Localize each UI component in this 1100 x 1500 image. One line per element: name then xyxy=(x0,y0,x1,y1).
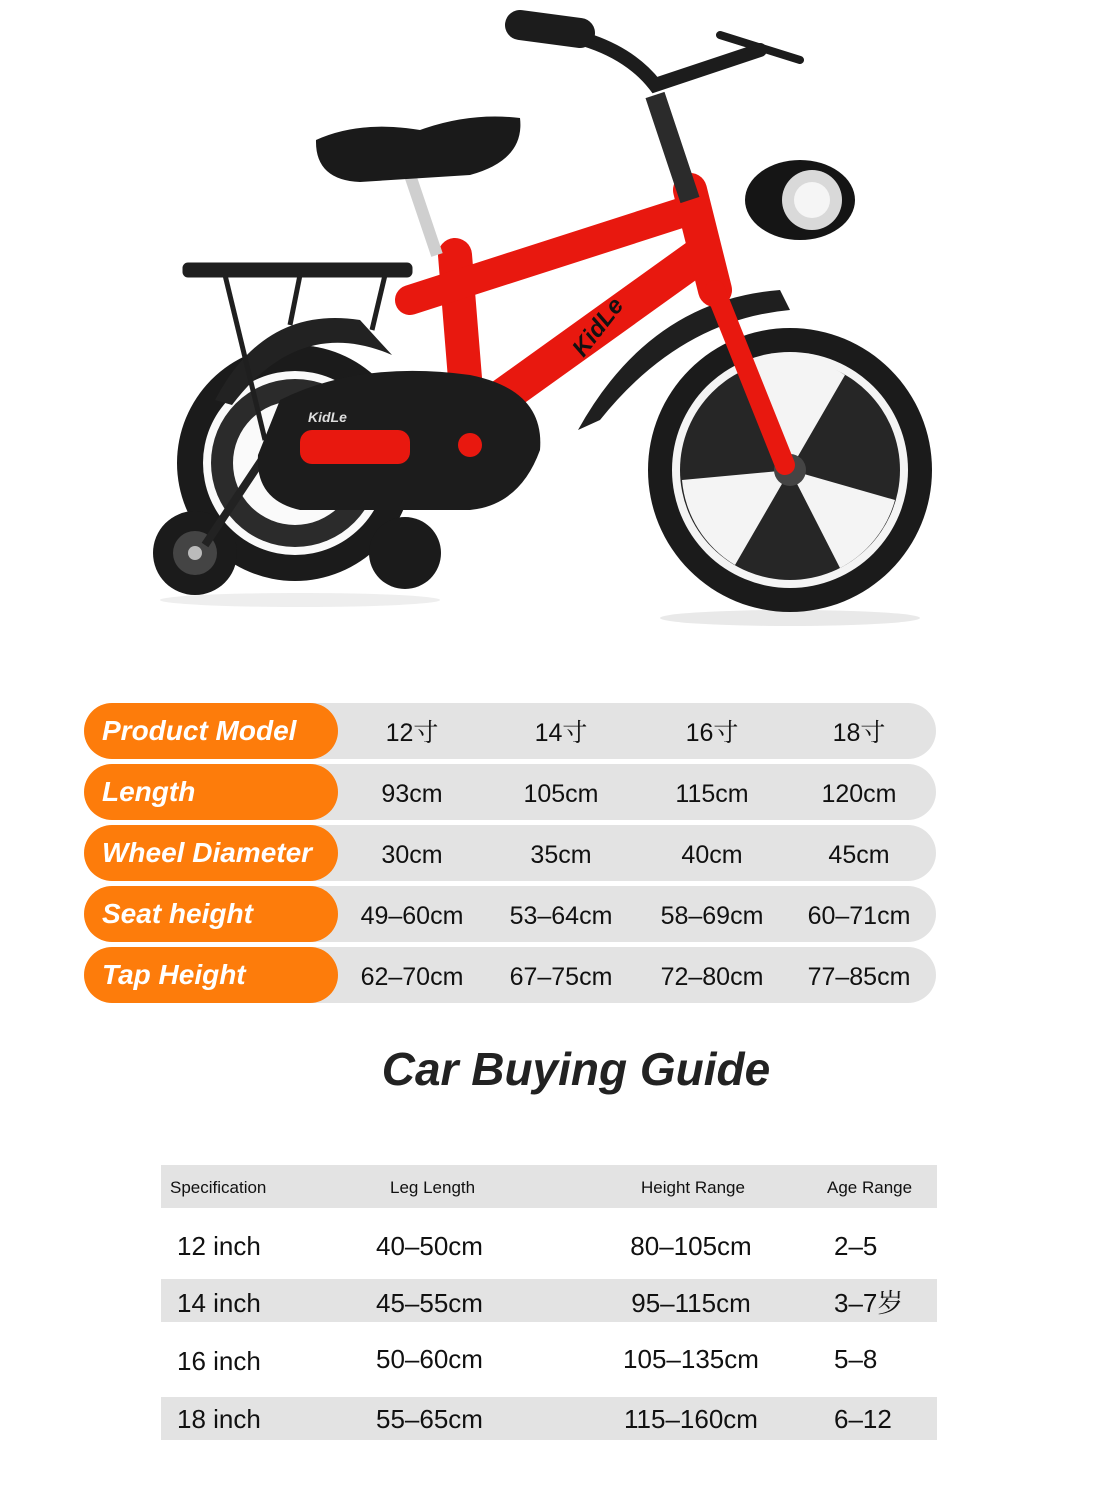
guide-cell: 80–105cm xyxy=(630,1231,752,1261)
guide-header: Height Range xyxy=(641,1178,745,1197)
spec-label: Wheel Diameter xyxy=(84,825,338,881)
guide-cell: 105–135cm xyxy=(623,1344,759,1374)
spec-value: 93cm xyxy=(381,780,443,808)
bike-image xyxy=(140,0,960,640)
headlamp xyxy=(745,160,855,240)
brand-logo: KidLe xyxy=(566,292,630,362)
spec-value: 105cm xyxy=(523,780,599,808)
guide-cell: 40–50cm xyxy=(376,1231,483,1261)
guide-header-row xyxy=(161,1165,937,1208)
guide-title: Car Buying Guide xyxy=(381,1043,771,1095)
spec-value: 49–60cm xyxy=(360,902,464,930)
guide-cell: 5–8 xyxy=(834,1344,878,1374)
spec-row-seat-height xyxy=(84,886,936,942)
spec-value: 115cm xyxy=(675,780,749,808)
spec-label: Length xyxy=(84,764,338,820)
bike-seat xyxy=(316,117,520,183)
spec-label: Tap Height xyxy=(84,947,338,1003)
spec-value: 77–85cm xyxy=(807,963,911,991)
guide-cell: 50–60cm xyxy=(376,1344,483,1374)
guide-cell: 55–65cm xyxy=(376,1404,483,1434)
spec-value: 62–70cm xyxy=(360,963,464,991)
spec-value: 45cm xyxy=(828,841,890,869)
guide-cell: 95–115cm xyxy=(631,1288,751,1318)
spec-value: 120cm xyxy=(821,780,897,808)
guide-cell: 3–7岁 xyxy=(834,1288,904,1318)
guide-header: Leg Length xyxy=(390,1178,476,1197)
spec-value: 60–71cm xyxy=(807,902,911,930)
guide-cell: 16 inch xyxy=(177,1346,261,1376)
spec-value: 12寸 xyxy=(385,719,439,747)
guide-cell: 115–160cm xyxy=(624,1404,758,1434)
guide-cell: 12 inch xyxy=(177,1231,261,1261)
spec-row-product-model xyxy=(84,703,936,759)
spec-value: 53–64cm xyxy=(509,902,613,930)
guide-row xyxy=(161,1222,937,1266)
spec-value: 18寸 xyxy=(832,719,886,747)
guide-header: Age Range xyxy=(827,1178,913,1197)
spec-label: Product Model xyxy=(84,703,338,759)
chain-guard-logo: KidLe xyxy=(308,409,347,425)
spec-value: 35cm xyxy=(530,841,592,869)
spec-value: 58–69cm xyxy=(660,902,764,930)
guide-row xyxy=(161,1279,937,1322)
spec-row-wheel-diameter xyxy=(84,825,936,881)
handlebar xyxy=(520,25,800,85)
spec-value: 14寸 xyxy=(534,719,588,747)
guide-row xyxy=(161,1397,937,1440)
spec-value: 72–80cm xyxy=(660,963,764,991)
guide-header: Specification xyxy=(170,1178,267,1197)
spec-value: 67–75cm xyxy=(509,963,613,991)
guide-cell: 45–55cm xyxy=(376,1288,483,1318)
guide-cell: 18 inch xyxy=(177,1404,261,1434)
spec-value: 16寸 xyxy=(685,719,739,747)
guide-cell: 14 inch xyxy=(177,1288,261,1318)
spec-label: Seat height xyxy=(84,886,338,942)
spec-row-tap-height xyxy=(84,947,936,1003)
spec-value: 30cm xyxy=(381,841,443,869)
guide-cell: 6–12 xyxy=(834,1404,892,1434)
guide-row xyxy=(161,1337,937,1381)
guide-cell: 2–5 xyxy=(834,1231,878,1261)
spec-value: 40cm xyxy=(681,841,743,869)
spec-row-length xyxy=(84,764,936,820)
